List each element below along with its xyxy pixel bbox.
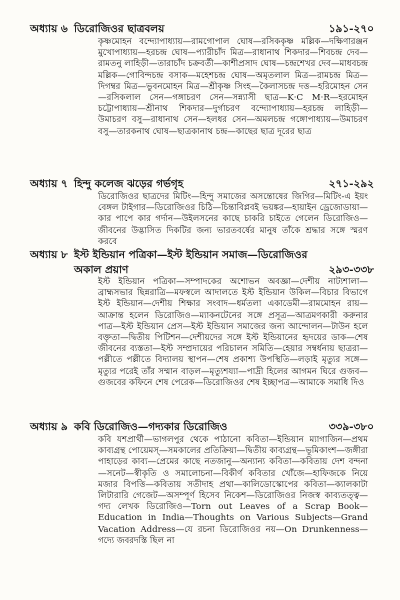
chapter-topics — [98, 277, 368, 389]
page-range: ৩৩৯-৩৮০ — [328, 421, 374, 433]
chapter-title-continued: অকাল প্রয়াণ — [74, 264, 129, 276]
chapter-topics-text: কবি যশপ্রার্থী—ভাগলপুর থেকে পাঠানো কবিতা—ইন্ডিয়ান ম্যাগাজিন—প্রথম কাব্যগ্রন্থ পোয়েমস্—সমকালের প্রতিক্রিয়া—দ্বিতীয় কাব্যগ্রন্থ—ভূমিকাংশ—জঙ্গীরা পাহাড়ের কাব্য—প্রেমের কাছে নতজানু—অন্যান্য কবিতা—কবিতায় দেশ বন্দনা—সনেট—স্বীকৃতি ও সমালোচনা—বিকীর্ণ কবিতার খোঁজে—হাফিজকে নিয়ে মজার বিপত্তি—কবিতায় সতীদাহ প্রথা—কালিডোস্কোপের কবিতা—ক্যালকাটা লিটারারি গেজেট—অসম্পূর্ণ হিসেব নিকেশ—ডিরোজিওর নিজস্ব কাব্যতত্ত্ব—গদ্য লেখক ডিরোজিও—Torn out Leaves of a Scrap Book—Education in India—Thoughts on Various Subjects—Grand Vacation Address—যে রচনা ডিরোজিওর নয়—On Drunkenness—গদ্যে জবরদস্তি ছিল না — [98, 435, 368, 546]
chapter-topics-text: ডিরোজিওর ছাত্রদের মিটিং—হিন্দু সমাজের অসন্তোষের জিগির—মিটিং-এ ইয়ং বেঙ্গল টাইগার—ডিরোজিওর চিঠি—চিন্তাবিপ্লবই ভয়ঙ্কর—হায়াইন ড্রেজোডায়া—কার পাপে কার গর্দান—উইলসনের কাছে চাকরি চাইতে গেলেন ডিরোজিও—জীবনের উদ্ভাসিত দিকটির জন্য ভারতবর্ষের মানুষ তাঁকে শ্রদ্ধার সঙ্গে স্মরণ করবে — [98, 192, 368, 247]
chapter-heading — [0, 22, 400, 37]
chapter-topics-text: ইস্ট ইন্ডিয়ান পত্রিকা—সম্পাদকের অশোভন অবজ্ঞা—দেশীয় নাট্যশালা—ব্রাহ্মসভার ছিন্নরাত্রি—মফস্বলে আদালতে ইস্ট ইন্ডিয়ান উকিল—বিচার বিভাগে ইস্ট ইন্ডিয়ান—দেশীয় শিক্ষার সংবাদ—ধর্মতলা একাডেমী—রামমোহন রায়—আক্রান্ত হলেন ডিরোজিও—ম্যাকনটেনের সঙ্গে প্রসূত্র—আত্রমণকারী করুনার পাত্র—ইস্ট ইন্ডিয়ান প্রেস—ইস্ট ইন্ডিয়ান সমাজের জন্য আন্দোলন—টাউন হলে বক্তৃতা—দ্বিতীয় পিটিশন—দেশীয়দের সঙ্গে ইস্ট ইন্ডিয়ানের হৃদয়ের ডাক—শেষ জীবনের ব্যস্ততা—ইস্ট সম্প্রদায়ের পরিচালন সমিতি—হেয়ার সম্বর্ধনায় ছাত্ররা—পল্লীতে পল্লীতে বিদ্যালয় স্থাপন—শেষ প্রকাশ্য উপস্থিতি—লড়াই মৃত্যুর সঙ্গে—মৃত্যুর পরেই তাঁর সম্মান বাড়ল—মৃত্যুশয্যা—পাদ্রী হিলের আগমন ঘিরে গুজব—গুজবের কফিনে শেষ পেরেক—ডিরোজিওর শেষ ইচ্ছাপত্র—আমাকে সমাধি দিও — [98, 277, 368, 388]
chapter-8 — [0, 248, 400, 389]
chapter-topics-text: কৃষ্ণমোহন বন্দ্যোপাধ্যায়—রামগোপাল ঘোষ—রসিককৃষ্ণ মল্লিক—দক্ষিণারঞ্জন মুখোপাধ্যায়—হরচন্দ্র ঘোষ—প্যারীচাঁদ মিত্র—রাধানাথ শিকদার—শিবচন্দ্র দেব—রামতনু লাহিড়ী—তারাচাঁদ চক্রবর্তী—কাশীপ্রসাদ ঘোষ—চন্দ্রশেখর দেব—মাধবচন্দ্র মল্লিক—গোবিন্দচন্দ্র বসাক—মহেশচন্দ্র ঘোষ—অমৃতলাল মিত্র—রামচন্দ্র মিত্র—দিগম্বর মিত্র—ভুবনমোহন মিত্র—শ্রীকৃষ্ণ সিংহ—কৈলাসচন্দ্র দত্ত—হরিমোহন সেন—রসিকলাল সেন—গঙ্গাচরণ সেন—সন্ন্যাসী ছাত্র—K·C M·R—হরমোহন চট্টোপাধ্যায়—শ্রীনাথ শিকদার—দুর্গাচরণ বন্দ্যোপাধ্যায়—হরচন্দ্র লাহিড়ী—উমাচরণ বসু—রাধানাথ সেন—হলধর সেন—অমলচন্দ্র গঙ্গোপাধ্যায়—উমাচরণ বসু—তারকনাথ ঘোষ—ছাত্রকানাথ চন্দ্র—কাছের ছাত্র দূরের ছাত্র — [98, 37, 368, 137]
chapter-topics — [98, 192, 368, 248]
chapter-title: ডিরোজিওর ছাত্রবলয় — [74, 23, 165, 35]
chapter-label: অধ্যায় ৬ — [30, 23, 68, 35]
chapter-heading — [0, 177, 400, 192]
chapter-title: কবি ডিরোজিও—গদ্যকার ডিরোজিও — [74, 421, 228, 433]
chapter-7 — [0, 177, 400, 248]
chapter-label: অধ্যায় ৭ — [30, 178, 68, 190]
chapter-heading — [0, 420, 400, 435]
chapter-subheading — [0, 263, 400, 277]
chapter-topics — [98, 435, 368, 547]
chapter-title: ইস্ট ইন্ডিয়ান পত্রিকা—ইস্ট ইন্ডিয়ান সমাজ—ডিরোজিওর — [74, 249, 308, 261]
chapter-title: হিন্দু কলেজ ঝড়ের গর্ভগৃহ — [74, 178, 184, 190]
page-range: ২৭১-২৯২ — [328, 178, 374, 190]
page-range: ১৯১-২৭০ — [328, 23, 374, 35]
chapter-9 — [0, 420, 400, 547]
page-range: ২৯৩-৩৩৮ — [328, 264, 374, 276]
chapter-label: অধ্যায় ৯ — [30, 421, 68, 433]
chapter-label: অধ্যায় ৮ — [30, 249, 68, 261]
chapter-topics — [98, 37, 368, 138]
chapter-heading — [0, 248, 400, 263]
chapter-6 — [0, 22, 400, 138]
